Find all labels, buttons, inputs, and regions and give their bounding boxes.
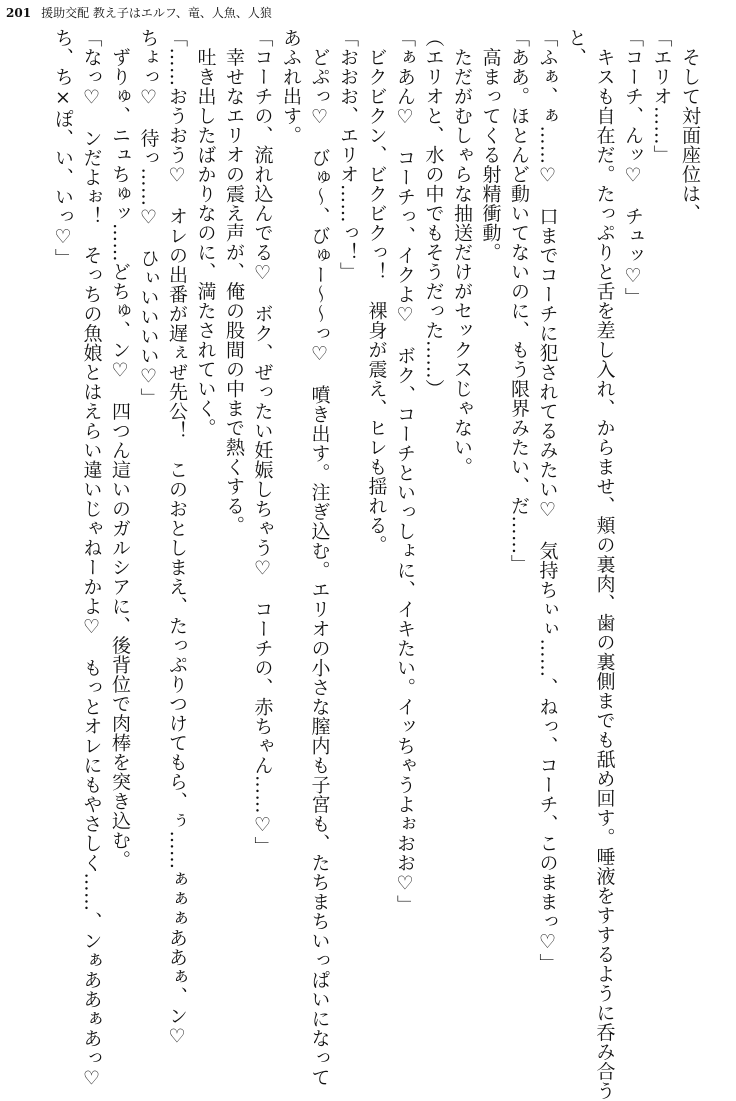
text-line: 「コーチの、流れ込んでる♡ ボク、ぜったい妊娠しちゃう♡ コーチの、赤ちゃん……♡」 (251, 28, 274, 856)
text-line: キスも自在だ。たっぷりと舌を差し入れ、からませ、頬の裏肉、歯の裏側までも舐め回す。唾液をすするように呑み合う (593, 28, 616, 1101)
page-number: 201 (6, 6, 32, 20)
text-line: 「エリオ……」 (650, 28, 673, 165)
running-title: 援助交配 教え子はエルフ、竜、人魚、人狼 (41, 6, 272, 20)
text-line: と、 (565, 28, 587, 67)
text-line: どぷっ♡ びゅ〜、びゅー〜〜っ♡ 噴き出す。注ぎ込む。エリオの小さな膣内も子宮も、たちまちいっぱいになって (308, 28, 331, 1087)
text-line: 高まってくる射精衝動。 (479, 28, 502, 262)
text-line: 吐き出したばかりなのに、満たされていく。 (194, 28, 217, 438)
text-line: ビクビクン、ビクビクっ！ 裸身が震え、ヒレも揺れる。 (365, 28, 388, 555)
text-line: 「ふぁ、ぁ……♡ 口までコーチに犯されてるみたい♡ 気持ちぃぃ……、ねっ、コーチ、このままっ♡」 (536, 28, 559, 973)
text-line: 「……おうおう♡ オレの出番が遅ぇぜ先公！ このおとしまえ、たっぷりつけてもら、ぅ……ぁぁぁああぁ、ン♡ (166, 28, 188, 1048)
text-line: あふれ出す。 (280, 28, 302, 145)
vertical-body-text (49, 28, 705, 1101)
text-line: 「ああ。ほとんど動いてないのに、もう限界みたい、だ……」 (508, 28, 530, 574)
text-line: ち、ち×ぽ、い、いっ♡」 (52, 28, 74, 268)
text-line: ただがむしゃらな抽送だけがセックスじゃない。 (451, 28, 473, 477)
page-header (6, 4, 272, 22)
text-line: 「なっ♡ ンだよぉ！ そっちの魚娘とはえらい違いじゃねーかよ♡ もっとオレにもやさしく……、ンぁああぁあっ♡ (80, 28, 103, 1090)
text-line: （エリオと、水の中でもそうだった……） (422, 28, 445, 399)
text-line: ちょっ♡ 待っ……♡ ひぃいいいい♡」 (137, 28, 160, 408)
text-line: ずりゅ、ニュちゅッ……どちゅ、ン♡ 四つん這いのガルシアに、後背位で肉棒を突き込む。 (109, 28, 131, 870)
text-line: 「ぁあん♡ コーチっ、イクよ♡ ボク、コーチといっしょに、イキたい。イッちゃうよぉおお♡」 (394, 28, 416, 915)
text-line: 「コーチ、んッ♡ チュッ♡」 (622, 28, 644, 307)
text-line: 「おおお、エリオ……っ！」 (337, 28, 359, 282)
text-line: 幸せなエリオの震え声が、俺の股間の中まで熱くする。 (223, 28, 245, 535)
text-line: そして対面座位は、 (679, 28, 701, 223)
